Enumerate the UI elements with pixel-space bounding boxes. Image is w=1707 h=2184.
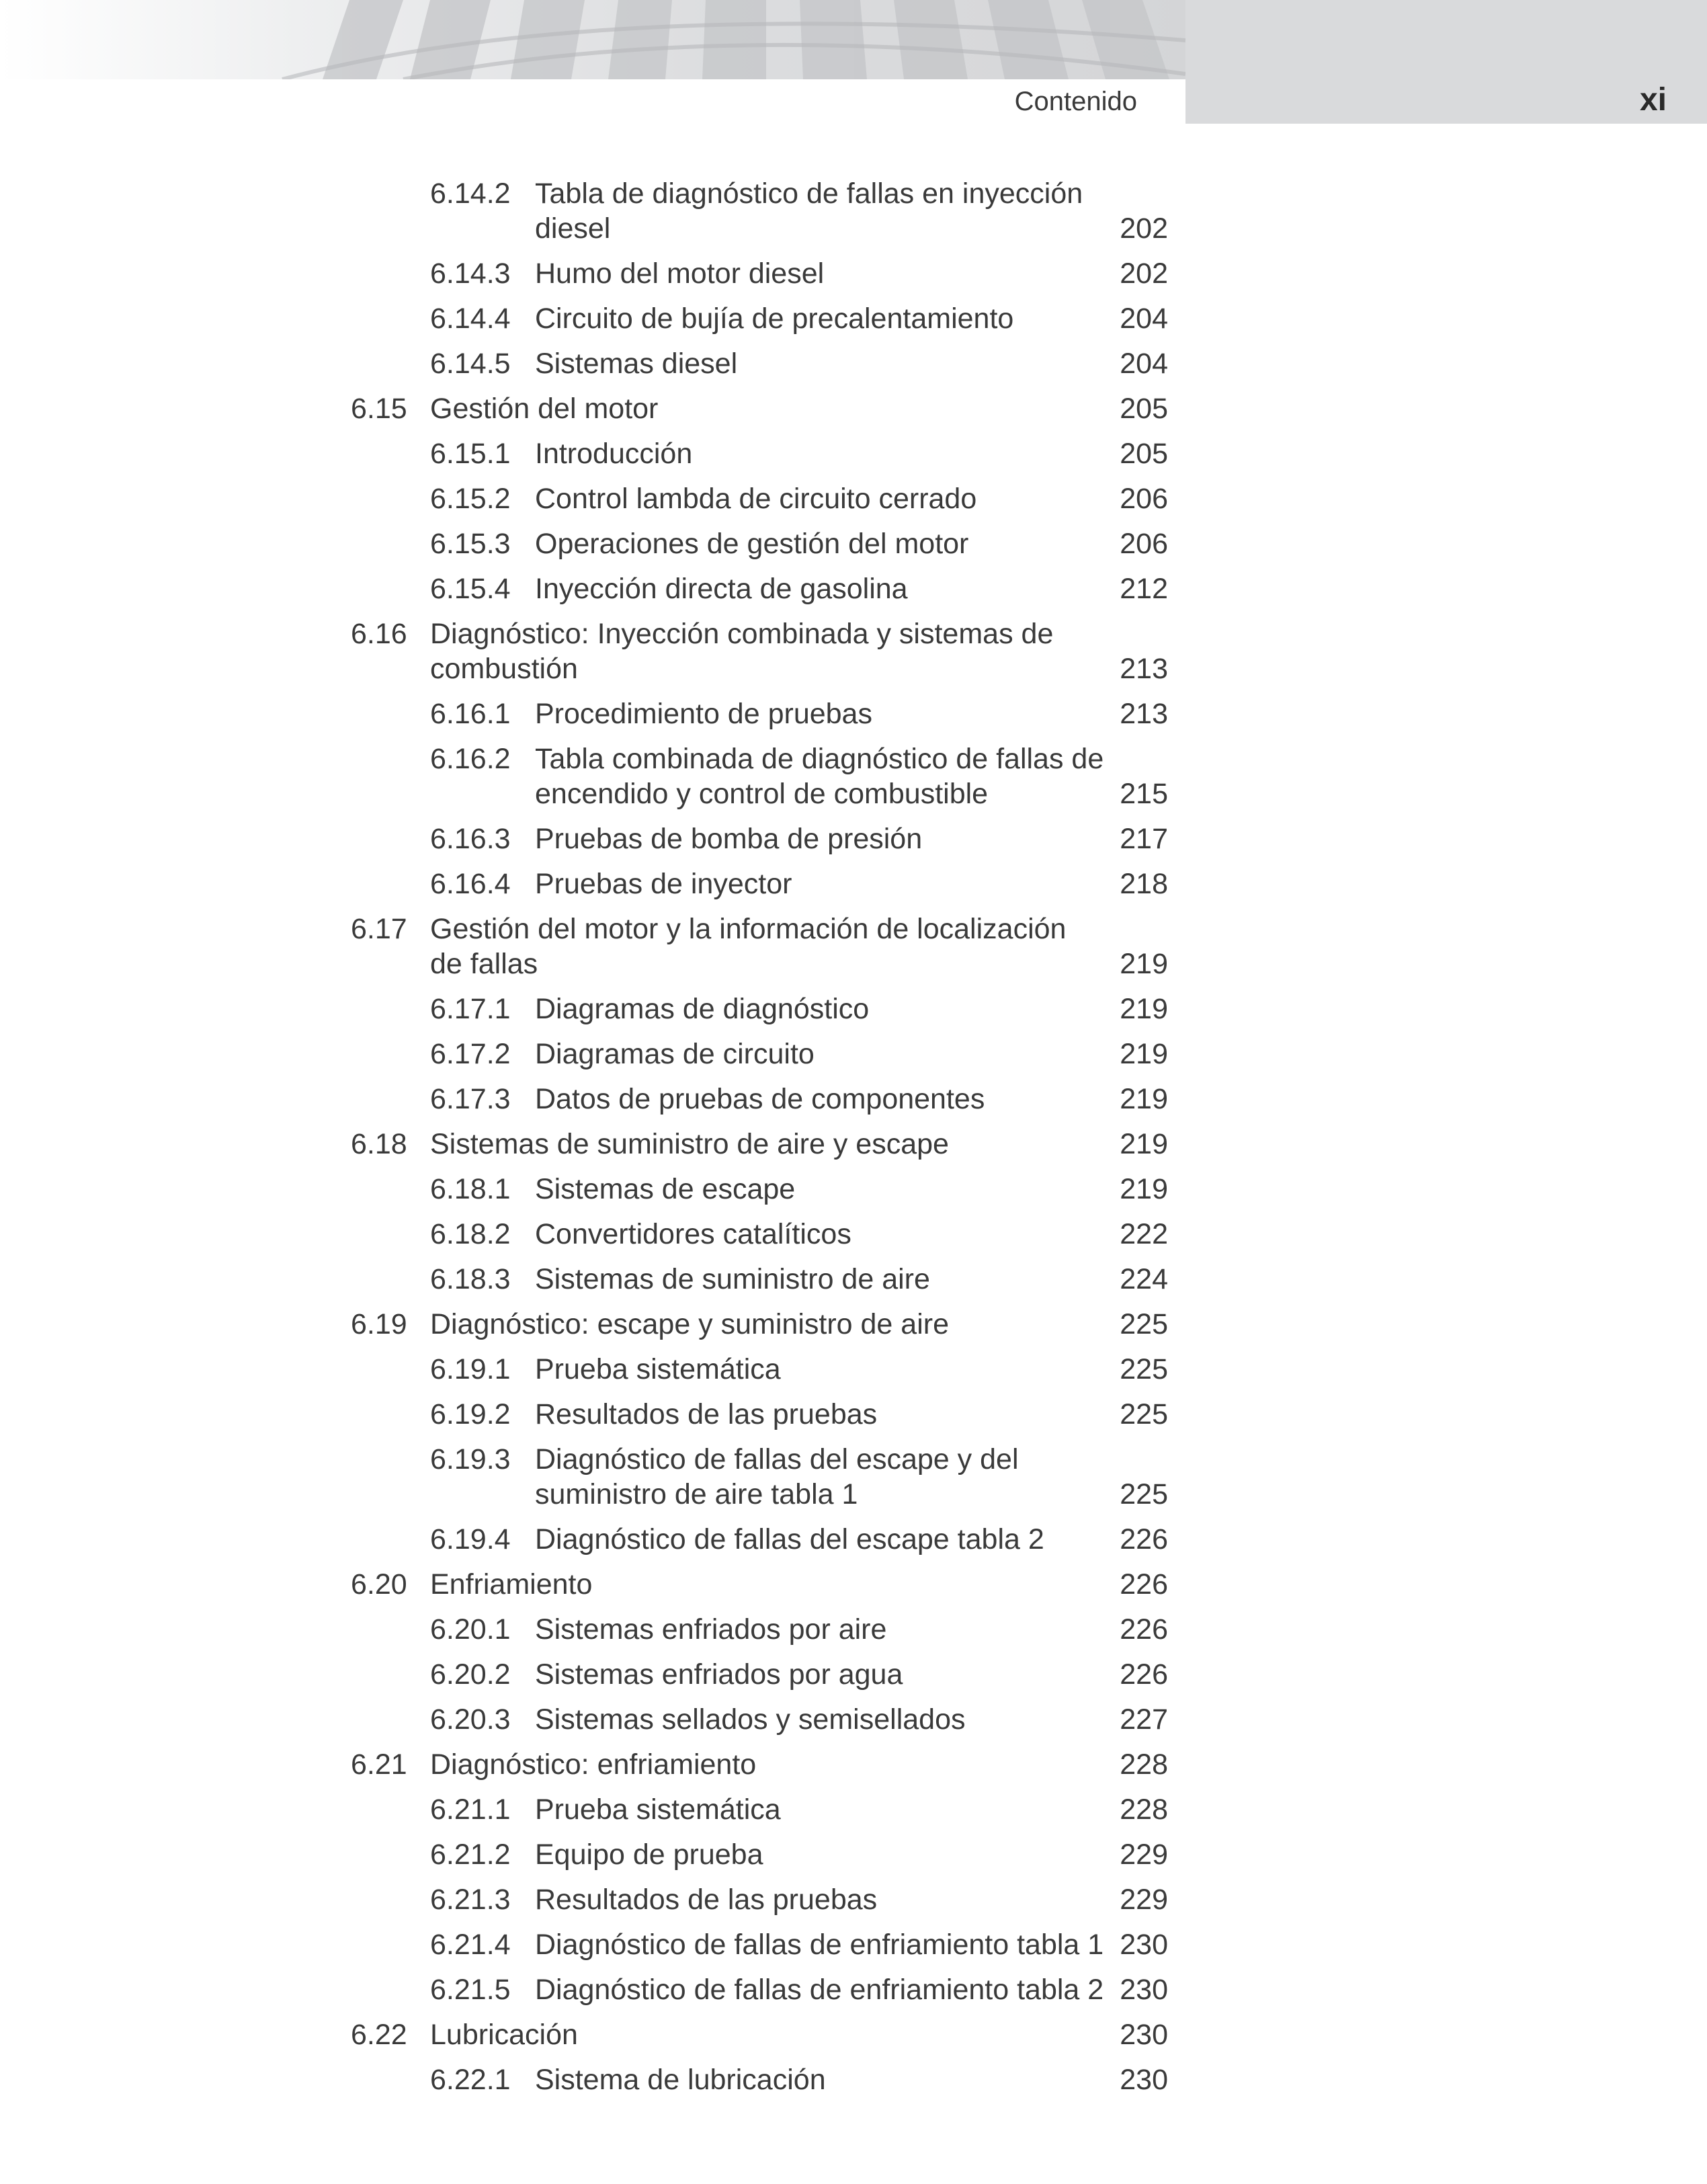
toc-subsection-entry: [0, 176, 1707, 246]
toc-entry-title: Gestión del motor: [430, 393, 659, 425]
toc-subsection-entry: [0, 1882, 1707, 1917]
toc-entry-number: 6.21: [351, 1748, 407, 1781]
toc-subsection-entry: [0, 526, 1707, 561]
toc-section-entry: [0, 616, 1707, 686]
toc-subsection-entry: [0, 1217, 1707, 1252]
toc-section-entry: [0, 391, 1707, 426]
toc-entry-number: 6.16.4: [430, 868, 511, 900]
toc-entry-page: 226: [1120, 1523, 1168, 1555]
toc-entry-number: 6.19.2: [430, 1398, 511, 1430]
toc-entry-number: 6.14.3: [430, 257, 511, 290]
toc-entry-page: 219: [1120, 993, 1168, 1025]
toc-subsection-entry: [0, 571, 1707, 606]
toc-entry-page: 230: [1120, 2064, 1168, 2096]
toc-entry-page: 219: [1120, 1173, 1168, 1205]
toc-entry-number: 6.16.2: [430, 743, 511, 775]
toc-subsection-entry: [0, 1172, 1707, 1207]
toc-entry-page: 205: [1120, 438, 1168, 470]
header-rule-area: [0, 79, 1185, 124]
toc-entry-page: 229: [1120, 1884, 1168, 1916]
toc-entry-title: Sistemas de escape: [535, 1173, 796, 1205]
toc-entry-page: 227: [1120, 1703, 1168, 1736]
toc-entry-title: Diagnóstico de fallas de enfriamiento tabla 2: [535, 1974, 1104, 2006]
toc-entry-title: Prueba sistemática: [535, 1353, 781, 1385]
toc-entry-title: Resultados de las pruebas: [535, 1398, 878, 1430]
toc-entry-number: 6.17.2: [430, 1038, 511, 1070]
toc-entry-title: Sistemas enfriados por aire: [535, 1613, 887, 1646]
toc-entry-title: Humo del motor diesel: [535, 257, 825, 290]
toc-entry-number: 6.16: [351, 618, 407, 650]
toc-entry-title: Prueba sistemática: [535, 1793, 781, 1826]
toc-entry-title: Sistemas enfriados por agua: [535, 1658, 903, 1691]
toc-entry-page: 206: [1120, 483, 1168, 515]
toc-entry-number: 6.20: [351, 1568, 407, 1601]
toc-entry-page: 219: [1120, 1128, 1168, 1160]
toc-section-entry: [0, 1307, 1707, 1342]
toc-entry-page: 219: [1120, 1038, 1168, 1070]
toc-entry-page: 218: [1120, 868, 1168, 900]
toc-entry-number: 6.14.2: [430, 177, 511, 210]
toc-entry-number: 6.21.1: [430, 1793, 511, 1826]
toc-entry-page: 225: [1120, 1478, 1168, 1510]
toc-entry-number: 6.20.1: [430, 1613, 511, 1646]
toc-entry-title: Sistemas sellados y semisellados: [535, 1703, 966, 1736]
toc-entry-title: Circuito de bujía de precalentamiento: [535, 302, 1014, 335]
toc-subsection-entry: [0, 2062, 1707, 2097]
toc-entry-title: Pruebas de inyector: [535, 868, 792, 900]
toc-entry-number: 6.17.3: [430, 1083, 511, 1115]
toc-entry-number: 6.21.4: [430, 1929, 511, 1961]
toc-subsection-entry: [0, 301, 1707, 336]
toc-entry-number: 6.18.1: [430, 1173, 511, 1205]
toc-entry-number: 6.15.2: [430, 483, 511, 515]
toc-entry-number: 6.22: [351, 2019, 407, 2051]
toc-entry-page: 225: [1120, 1398, 1168, 1430]
toc-entry-title: Operaciones de gestión del motor: [535, 528, 969, 560]
toc-entry-page: 219: [1120, 1083, 1168, 1115]
toc-entry-page: 228: [1120, 1748, 1168, 1781]
toc-entry-title: Sistemas de suministro de aire: [535, 1263, 930, 1295]
toc-entry-page: 230: [1120, 2019, 1168, 2051]
toc-subsection-entry: [0, 821, 1707, 856]
toc-subsection-entry: [0, 1837, 1707, 1872]
toc-entry-title: Control lambda de circuito cerrado: [535, 483, 977, 515]
toc-subsection-entry: [0, 1927, 1707, 1962]
toc-subsection-entry: [0, 1352, 1707, 1387]
toc-entry-number: 6.14.4: [430, 302, 511, 335]
toc-entry-title: Gestión del motor y la información de localización de fallas: [430, 913, 1067, 980]
toc-subsection-entry: [0, 256, 1707, 291]
toc-entry-title: Sistema de lubricación: [535, 2064, 826, 2096]
toc-entry-number: 6.15.3: [430, 528, 511, 560]
toc-entry-title: Datos de pruebas de componentes: [535, 1083, 985, 1115]
toc-subsection-entry: [0, 1397, 1707, 1432]
toc-entry-number: 6.21.2: [430, 1838, 511, 1871]
toc-entry-number: 6.15.4: [430, 573, 511, 605]
toc-entry-title: Diagnóstico: escape y suministro de aire: [430, 1308, 949, 1340]
toc-subsection-entry: [0, 1522, 1707, 1557]
toc-section-entry: [0, 912, 1707, 981]
toc-entry-title: Tabla combinada de diagnóstico de fallas de encendido y control de combustible: [535, 743, 1104, 810]
toc-entry-page: 213: [1120, 698, 1168, 730]
toc-subsection-entry: [0, 436, 1707, 471]
toc-subsection-entry: [0, 1262, 1707, 1297]
running-header-title: Contenido: [1014, 87, 1137, 116]
toc-entry-number: 6.22.1: [430, 2064, 511, 2096]
toc-entry-page: 205: [1120, 393, 1168, 425]
toc-entry-number: 6.17: [351, 913, 407, 945]
toc-entry-page: 213: [1120, 653, 1168, 685]
toc-subsection-entry: [0, 1442, 1707, 1512]
toc-entry-number: 6.18.3: [430, 1263, 511, 1295]
toc-entry-page: 202: [1120, 257, 1168, 290]
toc-subsection-entry: [0, 1702, 1707, 1737]
toc-subsection-entry: [0, 481, 1707, 516]
toc-entry-page: 226: [1120, 1613, 1168, 1646]
toc-entry-page: 217: [1120, 823, 1168, 855]
toc-entry-title: Diagnóstico de fallas del escape tabla 2: [535, 1523, 1044, 1555]
toc-subsection-entry: [0, 346, 1707, 381]
toc-entry-number: 6.20.2: [430, 1658, 511, 1691]
toc-entry-title: Convertidores catalíticos: [535, 1218, 851, 1250]
toc-entry-title: Lubricación: [430, 2019, 578, 2051]
toc-entry-title: Equipo de prueba: [535, 1838, 763, 1871]
toc-subsection-entry: [0, 1082, 1707, 1117]
toc-entry-number: 6.19.4: [430, 1523, 511, 1555]
toc-entry-number: 6.20.3: [430, 1703, 511, 1736]
toc-entry-page: 224: [1120, 1263, 1168, 1295]
toc-entry-number: 6.19.1: [430, 1353, 511, 1385]
toc-section-entry: [0, 2017, 1707, 2052]
toc-subsection-entry: [0, 992, 1707, 1026]
toc-entry-number: 6.14.5: [430, 348, 511, 380]
toc-subsection-entry: [0, 696, 1707, 731]
toc-entry-page: 215: [1120, 778, 1168, 810]
toc-entry-number: 6.16.1: [430, 698, 511, 730]
toc-entry-page: 204: [1120, 302, 1168, 335]
toc-entry-number: 6.18: [351, 1128, 407, 1160]
toc-entry-page: 230: [1120, 1929, 1168, 1961]
toc-entry-page: 230: [1120, 1974, 1168, 2006]
toc-entry-number: 6.15.1: [430, 438, 511, 470]
toc-section-entry: [0, 1747, 1707, 1782]
toc-entry-page: 212: [1120, 573, 1168, 605]
toc-entry-number: 6.19: [351, 1308, 407, 1340]
toc-entry-title: Inyección directa de gasolina: [535, 573, 908, 605]
toc-entry-page: 226: [1120, 1658, 1168, 1691]
toc-entry-title: Introducción: [535, 438, 693, 470]
toc-subsection-entry: [0, 1037, 1707, 1071]
toc-subsection-entry: [0, 1972, 1707, 2007]
toc-entry-number: 6.18.2: [430, 1218, 511, 1250]
toc-entry-number: 6.21.3: [430, 1884, 511, 1916]
toc-entry-page: 206: [1120, 528, 1168, 560]
toc-entry-title: Procedimiento de pruebas: [535, 698, 872, 730]
toc-entry-page: 229: [1120, 1838, 1168, 1871]
toc-entry-number: 6.21.5: [430, 1974, 511, 2006]
toc-entry-title: Diagnóstico de fallas del escape y del suministro de aire tabla 1: [535, 1443, 1019, 1510]
toc-entry-title: Diagnóstico: Inyección combinada y sistemas de combustión: [430, 618, 1054, 685]
toc-entry-title: Diagramas de circuito: [535, 1038, 815, 1070]
toc-subsection-entry: [0, 1612, 1707, 1647]
page-number: xi: [1639, 82, 1667, 118]
toc-subsection-entry: [0, 1657, 1707, 1692]
toc-entry-title: Pruebas de bomba de presión: [535, 823, 923, 855]
toc-entry-number: 6.16.3: [430, 823, 511, 855]
toc-subsection-entry: [0, 1792, 1707, 1827]
toc-entry-title: Sistemas de suministro de aire y escape: [430, 1128, 949, 1160]
toc-entry-page: 219: [1120, 948, 1168, 980]
toc-entry-title: Sistemas diesel: [535, 348, 738, 380]
toc-entry-title: Resultados de las pruebas: [535, 1884, 878, 1916]
toc-entry-page: 225: [1120, 1353, 1168, 1385]
toc-entry-page: 222: [1120, 1218, 1168, 1250]
toc-entry-title: Diagnóstico de fallas de enfriamiento tabla 1: [535, 1929, 1104, 1961]
toc-entry-page: 228: [1120, 1793, 1168, 1826]
toc-subsection-entry: [0, 866, 1707, 901]
toc-entry-number: 6.17.1: [430, 993, 511, 1025]
toc-entry-page: 226: [1120, 1568, 1168, 1601]
toc-entry-number: 6.15: [351, 393, 407, 425]
toc-entry-title: Diagnóstico: enfriamiento: [430, 1748, 757, 1781]
toc-section-entry: [0, 1567, 1707, 1602]
toc-entry-number: 6.19.3: [430, 1443, 511, 1475]
toc-entry-page: 225: [1120, 1308, 1168, 1340]
toc-entry-title: Enfriamiento: [430, 1568, 593, 1601]
toc-entry-title: Diagramas de diagnóstico: [535, 993, 870, 1025]
toc-entry-page: 202: [1120, 212, 1168, 245]
toc-entry-title: Tabla de diagnóstico de fallas en inyección diesel: [535, 177, 1083, 245]
table-of-contents: [0, 176, 1707, 2107]
toc-entry-page: 204: [1120, 348, 1168, 380]
toc-subsection-entry: [0, 741, 1707, 811]
toc-section-entry: [0, 1127, 1707, 1162]
